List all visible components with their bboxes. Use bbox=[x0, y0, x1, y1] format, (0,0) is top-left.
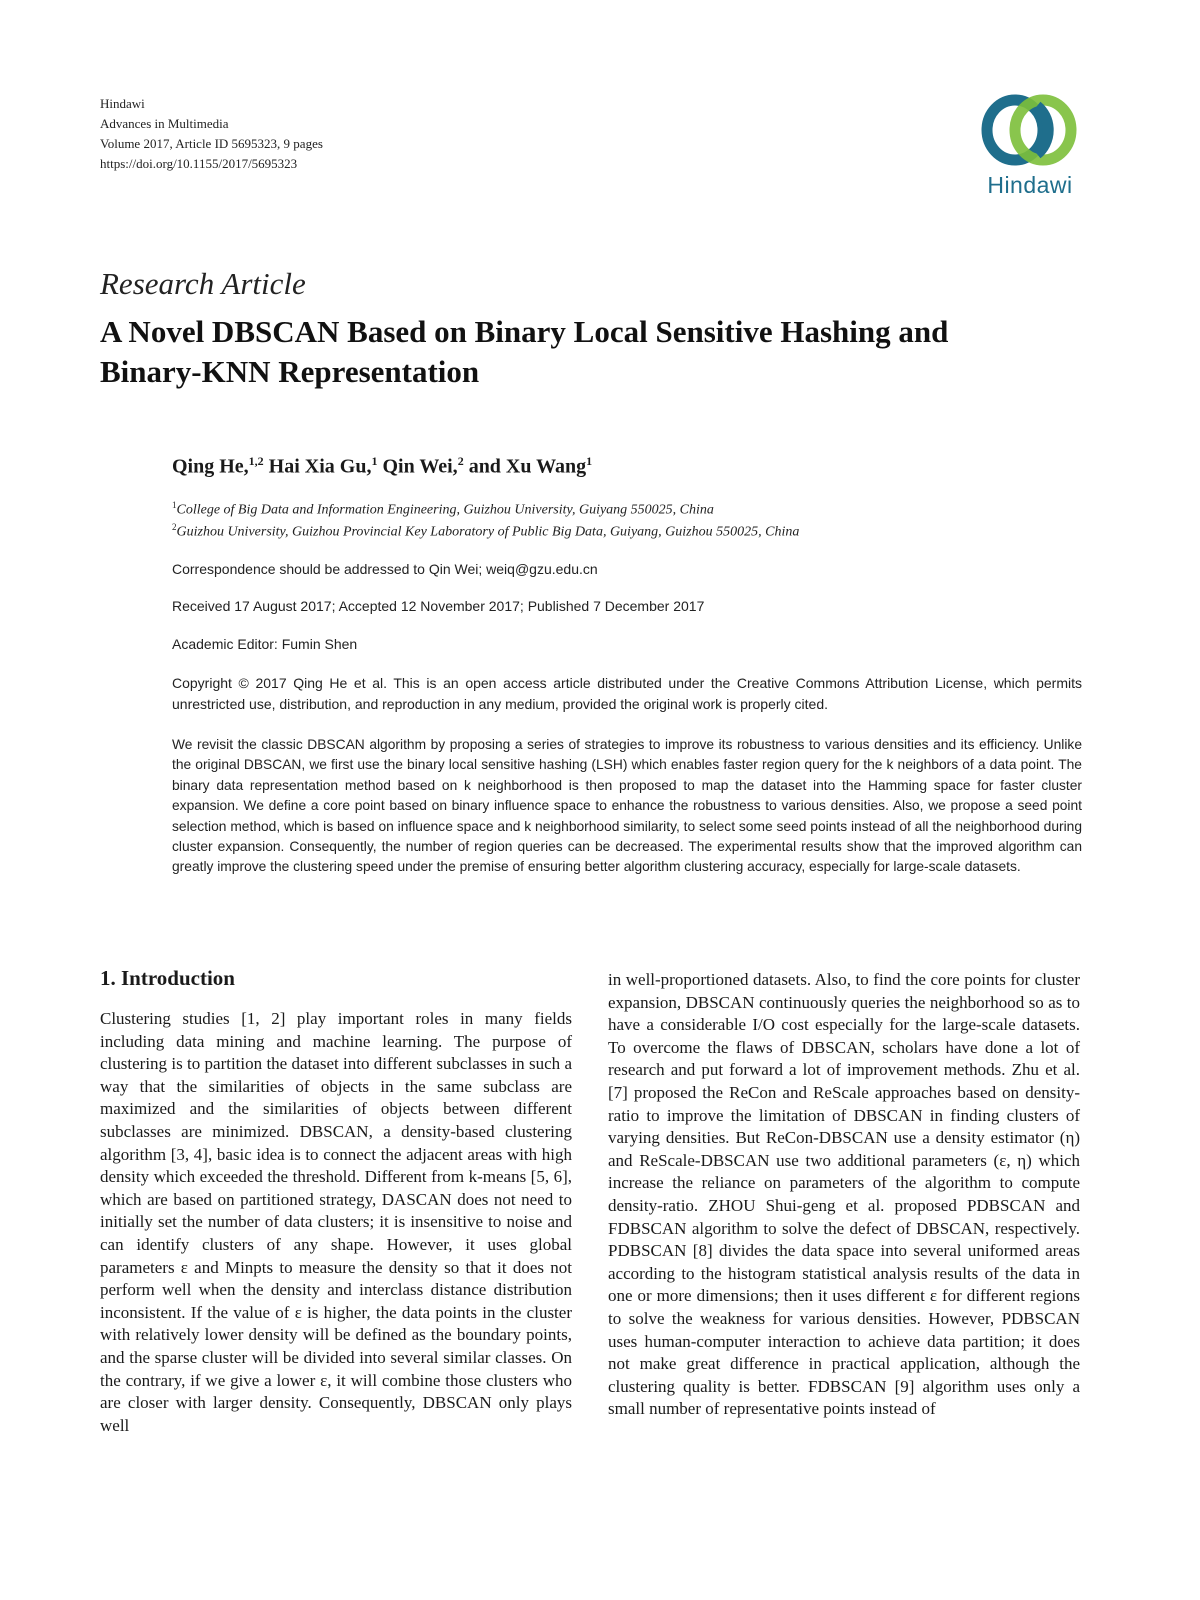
author-affil-sup: 2 bbox=[457, 454, 464, 468]
affiliation-sup: 2 bbox=[172, 522, 177, 532]
logo-wordmark: Hindawi bbox=[987, 172, 1073, 198]
author-affil-sup: 1,2 bbox=[248, 454, 264, 468]
article-type: Research Article bbox=[100, 266, 306, 301]
journal-name: Advances in Multimedia bbox=[100, 116, 229, 131]
paper-title bbox=[100, 312, 1100, 392]
affiliation-2 bbox=[172, 522, 799, 541]
journal-info bbox=[100, 94, 323, 174]
affiliation-sup: 1 bbox=[172, 500, 177, 510]
body-column-left bbox=[100, 1008, 572, 1437]
author-name: and Xu Wang bbox=[468, 455, 587, 478]
title-line-1: A Novel DBSCAN Based on Binary Local Sensitive Hashing and bbox=[100, 314, 949, 349]
doi-link[interactable]: https://doi.org/10.1155/2017/5695323 bbox=[100, 156, 298, 171]
abstract: We revisit the classic DBSCAN algorithm by proposing a series of strategies to improve its robustness to various densities and its efficiency. Unlike the original DBSCAN, we first use the binary local sensitive hashing (LSH) which enables faster region query for the k neighbors of a data point. The binary data representation method based on k neighborhood is then proposed to map the dataset into the Hamming space for faster cluster expansion. We define a core point based on binary influence space to enhance the robustness to various densities. Also, we propose a seed point selection method, which is based on influence space and k neighborhood similarity, to select some seed points instead of all the neighborhood during cluster expansion. Consequently, the number of region queries can be decreased. The experimental results show that the improved algorithm can greatly improve the clustering speed under the premise of ensuring better algorithm clustering accuracy, especially for large-scale datasets. bbox=[172, 737, 1082, 875]
copyright-notice: Copyright © 2017 Qing He et al. This is an open access article distributed under the Creative Commons Attribution License, which permits unrestricted use, distribution, and reproduction in any medium, provided the original work is properly cited. bbox=[172, 675, 1082, 712]
body-column-right bbox=[608, 969, 1080, 1421]
correspondence: Correspondence should be addressed to Qin Wei; weiq@gzu.edu.cn bbox=[172, 561, 598, 577]
affiliation-text: College of Big Data and Information Engineering, Guizhou University, Guiyang 550025, China bbox=[176, 502, 714, 518]
author-affil-sup: 1 bbox=[371, 454, 378, 468]
academic-editor: Academic Editor: Fumin Shen bbox=[172, 636, 358, 652]
publisher-name: Hindawi bbox=[100, 96, 145, 111]
section-heading-introduction: 1. Introduction bbox=[100, 966, 235, 990]
author-affil-sup: 1 bbox=[586, 454, 593, 468]
title-line-2: Binary-KNN Representation bbox=[100, 354, 480, 389]
affiliation-text: Guizhou University, Guizhou Provincial Key Laboratory of Public Big Data, Guiyang, Guizhou 550025, China bbox=[176, 524, 800, 540]
intro-paragraph-left: Clustering studies [1, 2] play important roles in many fields including data mining and machine learning. The purpose of clustering is to partition the dataset into different subclasses in such a way that the similarities of objects in the same subclass are maximized and the similarities of objects between different subclasses are minimized. DBSCAN, a density-based clustering algorithm [3, 4], basic idea is to connect the adjacent areas with high density which exceeded the threshold. Different from k-means [5, 6], which are based on partitioned strategy, DASCAN does not need to initially set the number of data clusters; it is insensitive to noise and can identify clusters of any shape. However, it uses global parameters ε and Minpts to measure the density so that it does not perform well when the density and interclass distance distribution inconsistent. If the value of ε is higher, the data points in the cluster with relatively lower density will be defined as the boundary points, and the sparse cluster will be divided into several similar classes. On the contrary, if we give a lower ε, it will combine those clusters who are closer with larger density. Consequently, DBSCAN only plays well bbox=[100, 1009, 572, 1435]
publication-dates: Received 17 August 2017; Accepted 12 November 2017; Published 7 December 2017 bbox=[172, 598, 705, 614]
author-name: Qing He, bbox=[172, 455, 249, 478]
hindawi-logo bbox=[975, 92, 1105, 212]
volume-info: Volume 2017, Article ID 5695323, 9 pages bbox=[100, 136, 323, 151]
affiliation-1 bbox=[172, 500, 714, 519]
author-list bbox=[172, 454, 592, 479]
author-name: Hai Xia Gu, bbox=[268, 455, 372, 478]
intro-paragraph-right: in well-proportioned datasets. Also, to find the core points for cluster expansion, DBSCAN continuously queries the neighborhood so as to have a considerable I/O cost especially for the large-scale datasets. To overcome the flaws of DBSCAN, scholars have done a lot of research and put forward a lot of improvement methods. Zhu et al. [7] proposed the ReCon and ReScale approaches based on density-ratio to improve the limitation of DBSCAN in finding clusters of varying densities. But ReCon-DBSCAN use a density estimator (η) and ReScale-DBSCAN use two additional parameters (ε, η) which increase the reliance on parameters of the algorithm to compute density-ratio. ZHOU Shui-geng et al. proposed PDBSCAN and FDBSCAN algorithm to solve the defect of DBSCAN, respectively. PDBSCAN [8] divides the data space into several uniformed areas according to the histogram statistical analysis results of the data in one or more dimensions; then it uses different ε for different regions to solve the weakness for various densities. However, PDBSCAN uses human-computer interaction to achieve data partition; it does not make great difference in practical application, although the clustering quality is better. FDBSCAN [9] algorithm uses only a small number of representative points instead of bbox=[608, 970, 1080, 1419]
author-name: Qin Wei, bbox=[382, 455, 458, 478]
hindawi-rings-icon bbox=[975, 92, 1085, 172]
